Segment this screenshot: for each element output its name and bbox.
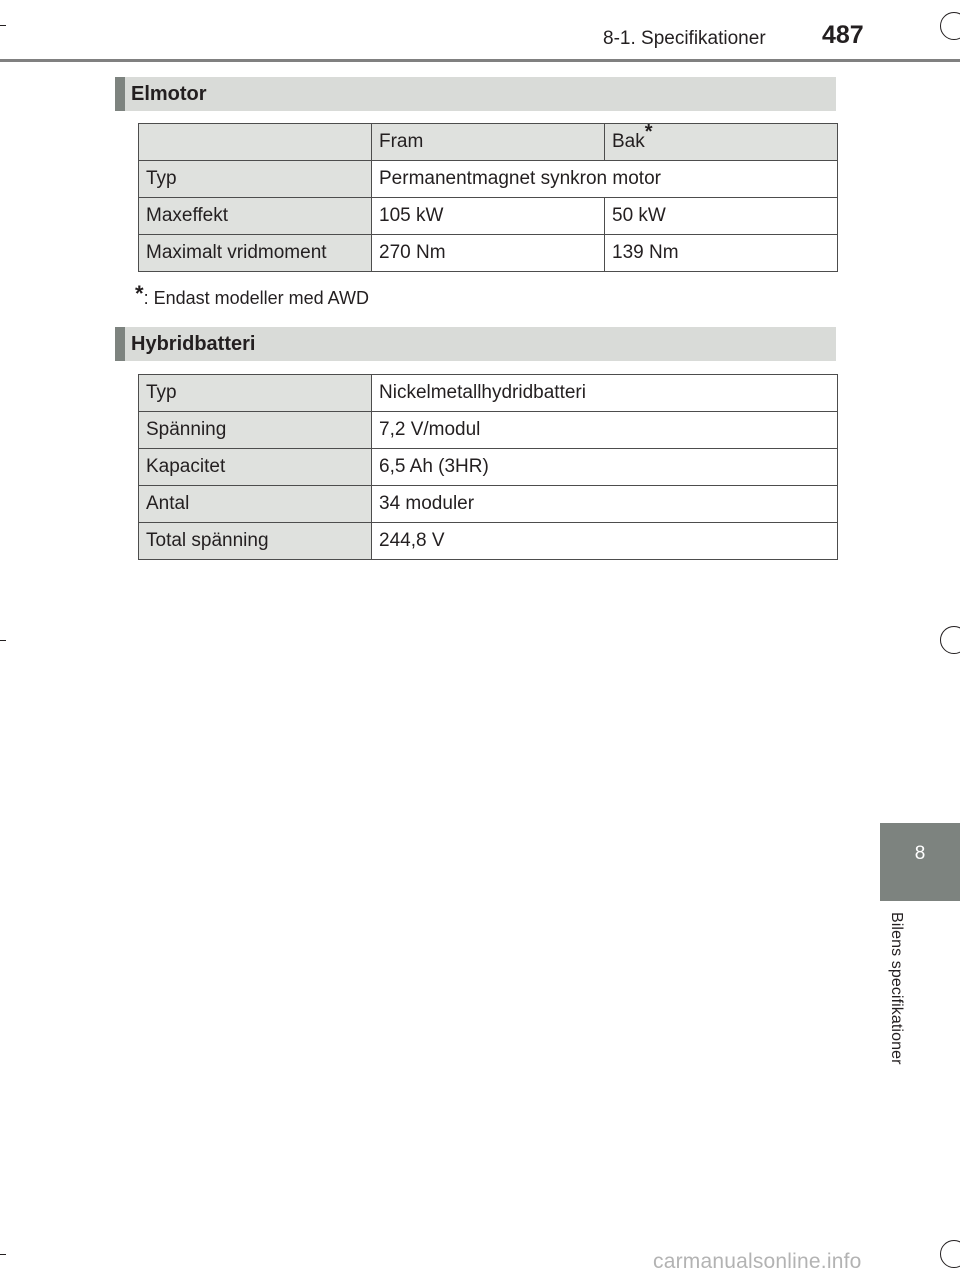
row-label: Spänning xyxy=(139,412,372,449)
footnote-marker: * xyxy=(644,120,653,143)
registration-mark-mid-right xyxy=(940,626,960,654)
header-rule xyxy=(0,59,960,62)
chapter-tab xyxy=(880,823,960,901)
table-row xyxy=(139,486,838,523)
row-value: 7,2 V/modul xyxy=(372,412,838,449)
row-value-rear: 139 Nm xyxy=(605,235,838,272)
header-cell-rear: Bak* xyxy=(605,124,838,161)
row-label: Total spänning xyxy=(139,523,372,560)
crop-mark-bottom-left xyxy=(0,1254,6,1255)
footnote xyxy=(135,281,369,310)
table-row xyxy=(139,161,838,198)
row-value-front: 105 kW xyxy=(372,198,605,235)
elmotor-table xyxy=(138,120,838,272)
footnote-star: * xyxy=(135,281,144,306)
header-section-title: 8-1. Specifikationer xyxy=(603,28,766,49)
table-row xyxy=(139,523,838,560)
row-value: Nickelmetallhydridbatteri xyxy=(372,375,838,412)
chapter-label: Bilens specifikationer xyxy=(888,912,905,1065)
table-row xyxy=(139,235,838,272)
row-value: Permanentmagnet synkron motor xyxy=(372,161,838,198)
row-label: Maximalt vridmoment xyxy=(139,235,372,272)
row-label: Antal xyxy=(139,486,372,523)
section-header-elmotor xyxy=(115,77,836,111)
table-header-row xyxy=(139,124,838,161)
registration-mark-top-right xyxy=(940,12,960,40)
crop-mark-mid-left xyxy=(0,640,6,641)
page-number: 487 xyxy=(822,21,864,49)
row-value-front: 270 Nm xyxy=(372,235,605,272)
row-value-rear: 50 kW xyxy=(605,198,838,235)
header-cell-empty xyxy=(139,124,372,161)
row-value: 34 moduler xyxy=(372,486,838,523)
watermark: carmanualsonline.info xyxy=(653,1250,862,1273)
section-header-hybridbatteri xyxy=(115,327,836,361)
footnote-text: : Endast modeller med AWD xyxy=(143,288,369,308)
row-value: 6,5 Ah (3HR) xyxy=(372,449,838,486)
header-cell-front: Fram xyxy=(372,124,605,161)
table-row xyxy=(139,198,838,235)
table-row xyxy=(139,412,838,449)
row-label: Typ xyxy=(139,375,372,412)
section-title: Hybridbatteri xyxy=(131,333,256,355)
row-label: Kapacitet xyxy=(139,449,372,486)
registration-mark-bottom-right xyxy=(940,1240,960,1268)
chapter-number: 8 xyxy=(914,843,926,864)
row-value: 244,8 V xyxy=(372,523,838,560)
section-title: Elmotor xyxy=(131,83,207,105)
table-row xyxy=(139,449,838,486)
row-label: Maxeffekt xyxy=(139,198,372,235)
table-row xyxy=(139,375,838,412)
crop-mark-top-left xyxy=(0,25,6,26)
hybridbatteri-table xyxy=(138,374,838,560)
row-label: Typ xyxy=(139,161,372,198)
